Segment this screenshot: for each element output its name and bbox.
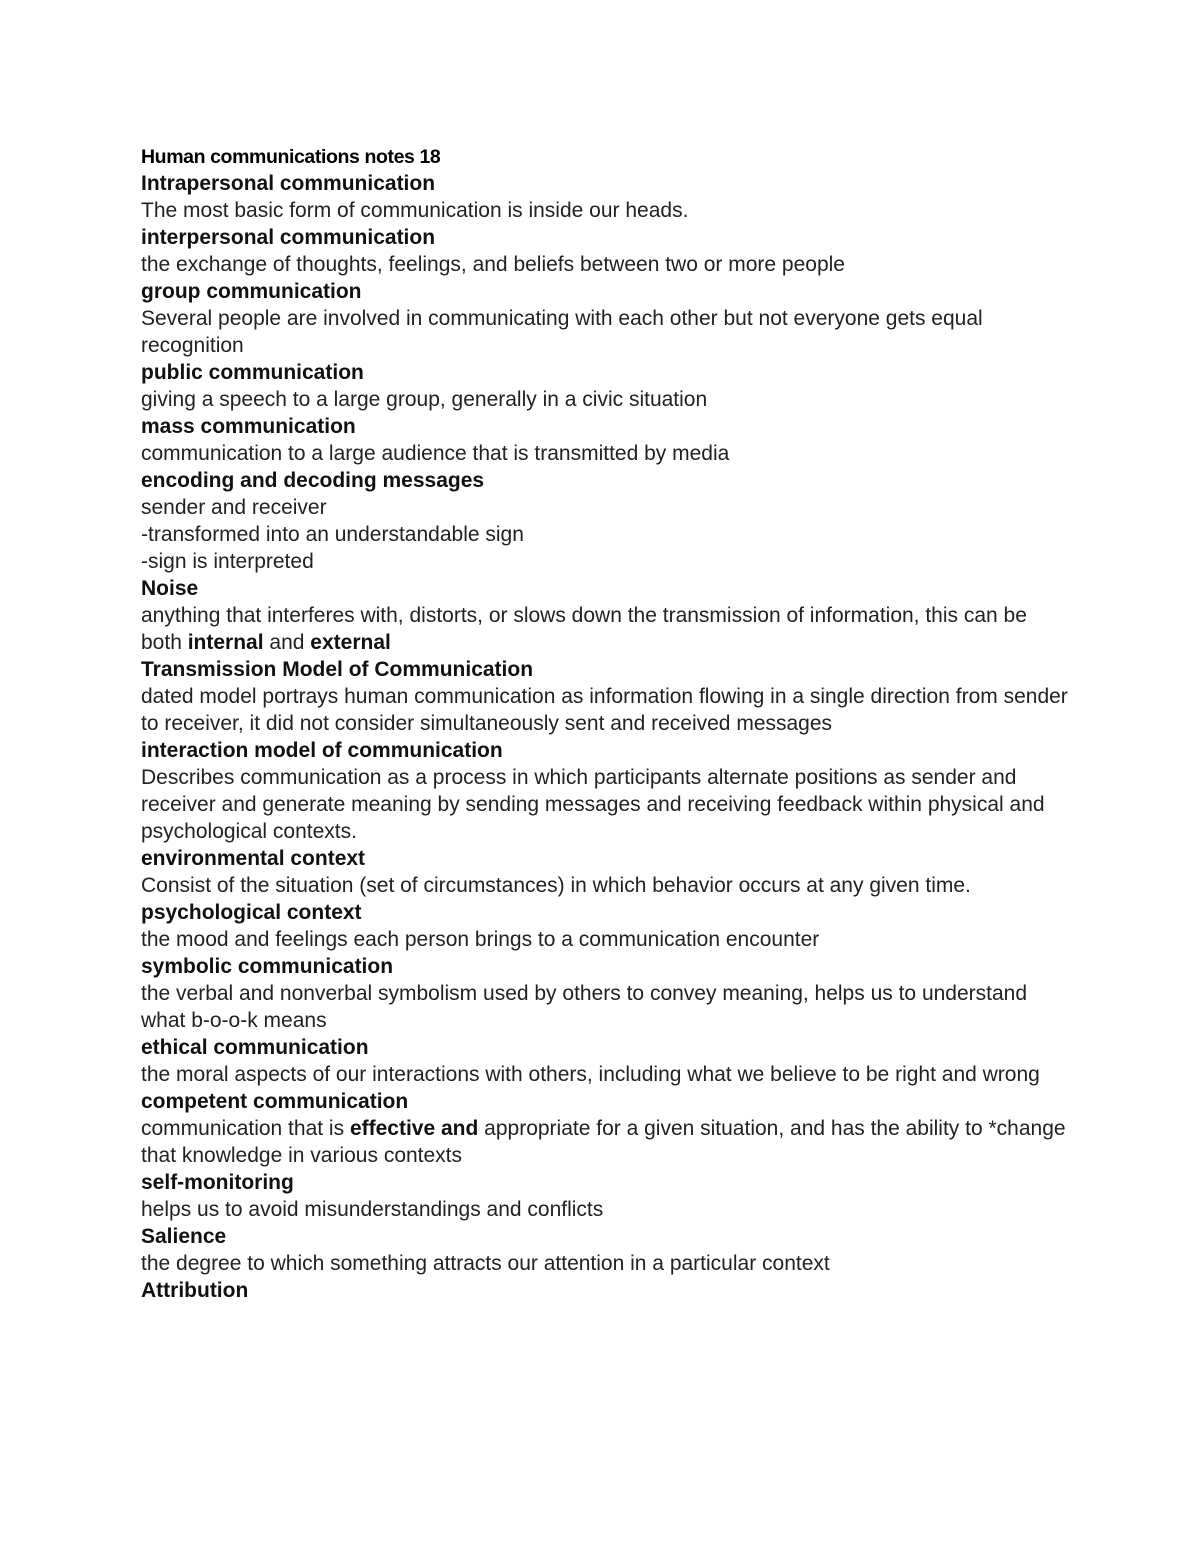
term-heading: group communication (141, 280, 362, 303)
definition-text: appropriate for a given situation, and has the ability to *change that knowledge in various contexts (141, 1117, 1066, 1167)
term-heading: self-monitoring (141, 1171, 294, 1194)
term-definition: Consist of the situation (set of circumstances) in which behavior occurs at any given time. (141, 874, 971, 897)
term-heading: Transmission Model of Communication (141, 658, 534, 681)
term-heading: psychological context (141, 901, 362, 924)
term-definition-line: sender and receiver (141, 496, 327, 519)
definition-emphasis: internal (187, 631, 264, 654)
term-definition: giving a speech to a large group, generally in a civic situation (141, 388, 708, 411)
definition-text: communication that is (141, 1117, 350, 1140)
term-definition: the exchange of thoughts, feelings, and beliefs between two or more people (141, 253, 845, 276)
term-heading: symbolic communication (141, 955, 394, 978)
term-definition (141, 602, 1071, 656)
term-heading: interpersonal communication (141, 226, 436, 249)
term-definition (141, 1115, 1071, 1169)
term-heading: ethical communication (141, 1036, 369, 1059)
term-heading: interaction model of communication (141, 739, 503, 762)
term-heading: Attribution (141, 1279, 249, 1302)
term-definition: dated model portrays human communication as information flowing in a single direction from sender to receiver, it did not consider simultaneously sent and received messages (141, 685, 1068, 735)
term-definition: helps us to avoid misunderstandings and conflicts (141, 1198, 604, 1221)
definition-text: and (263, 631, 311, 654)
definition-emphasis: external (310, 631, 391, 654)
term-definition: Describes communication as a process in which participants alternate positions as sender and receiver and generate meaning by sending messages and receiving feedback within physical and psychological contexts. (141, 766, 1045, 843)
term-heading: environmental context (141, 847, 366, 870)
term-definition: the mood and feelings each person brings to a communication encounter (141, 928, 820, 951)
term-definition-line: -sign is interpreted (141, 550, 314, 573)
term-heading: public communication (141, 361, 364, 384)
term-definition: Several people are involved in communicating with each other but not everyone gets equal recognition (141, 307, 983, 357)
term-heading: mass communication (141, 415, 356, 438)
term-definition: the verbal and nonverbal symbolism used by others to convey meaning, helps us to understand what b-o-o-k means (141, 982, 1028, 1032)
term-definition: the moral aspects of our interactions with others, including what we believe to be right and wrong (141, 1063, 1040, 1086)
term-heading: Noise (141, 577, 199, 600)
term-definition: The most basic form of communication is inside our heads. (141, 199, 689, 222)
term-definition: the degree to which something attracts our attention in a particular context (141, 1252, 830, 1275)
term-heading: encoding and decoding messages (141, 469, 485, 492)
term-heading: Intrapersonal communication (141, 172, 436, 195)
term-heading: Salience (141, 1225, 227, 1248)
document-page (141, 144, 1071, 1304)
term-definition-line: -transformed into an understandable sign (141, 523, 524, 546)
document-title: Human communications notes 18 (141, 146, 441, 168)
definition-emphasis: effective and (349, 1117, 479, 1140)
term-heading: competent communication (141, 1090, 409, 1113)
definition-text: anything that interferes with, distorts, or slows down the transmission of information, this can be both (141, 604, 1027, 654)
term-definition: communication to a large audience that is transmitted by media (141, 442, 730, 465)
